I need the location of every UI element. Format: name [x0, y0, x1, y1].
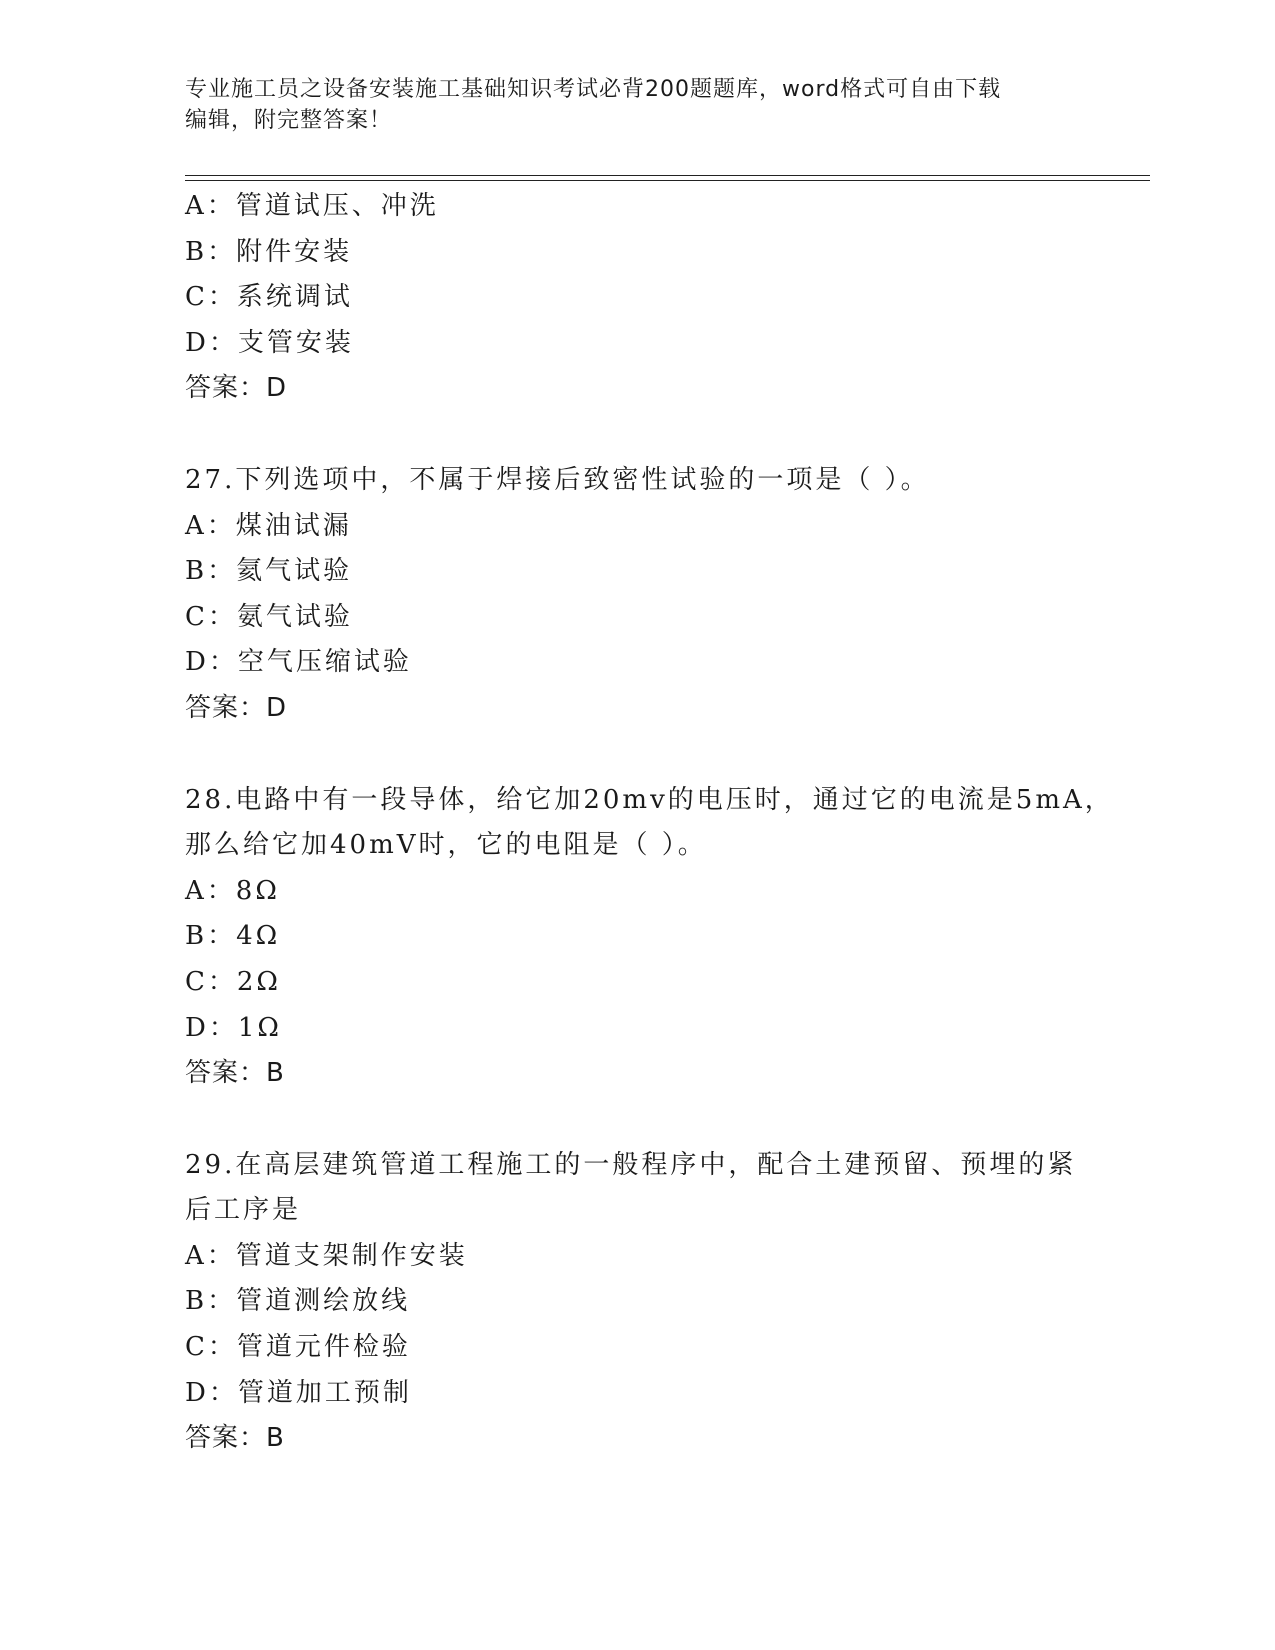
option-b: B：4Ω — [185, 921, 281, 952]
option-d: D：空气压缩试验 — [185, 647, 412, 678]
spacer — [185, 732, 1085, 778]
option-a: A：煤油试漏 — [185, 510, 352, 541]
option-d: D：1Ω — [185, 1012, 282, 1043]
question-text-line-2: 那么给它加40mV时，它的电阻是（ ）。 — [185, 830, 707, 861]
header-divider-bottom — [185, 180, 1150, 181]
option-b: B：附件安装 — [185, 236, 353, 267]
document-header — [185, 74, 1085, 136]
answer: 答案：D — [185, 373, 288, 404]
option-b: B：管道测绘放线 — [185, 1286, 411, 1317]
question-text-line-1: 29.在高层建筑管道工程施工的一般程序中，配合土建预留、预埋的紧 — [185, 1149, 1077, 1180]
question-text: 27.下列选项中，不属于焊接后致密性试验的一项是（ ）。 — [185, 464, 930, 495]
header-line-2: 编辑，附完整答案！ — [185, 108, 393, 133]
spacer — [185, 412, 1085, 458]
question-text-line-2: 后工序是 — [185, 1195, 302, 1226]
question-text-line-1: 28.电路中有一段导体，给它加20mv的电压时，通过它的电流是5mA， — [185, 784, 1114, 815]
option-a: A：管道支架制作安装 — [185, 1240, 468, 1271]
question-27 — [185, 458, 1085, 732]
option-d: D：管道加工预制 — [185, 1377, 412, 1408]
question-28 — [185, 778, 1114, 1097]
option-c: C：2Ω — [185, 966, 281, 997]
option-c: C：管道元件检验 — [185, 1332, 411, 1363]
option-a: A：8Ω — [185, 875, 280, 906]
answer: 答案：D — [185, 692, 288, 723]
option-a: A：管道试压、冲洗 — [185, 191, 439, 221]
option-d: D：支管安装 — [185, 327, 354, 358]
answer: 答案：B — [185, 1058, 285, 1089]
header-line-1: 专业施工员之设备安装施工基础知识考试必背200题题库，word格式可自由下载 — [185, 77, 1002, 102]
question-29 — [185, 1143, 1085, 1462]
header-divider-top — [185, 175, 1150, 176]
question-list — [185, 184, 1114, 1462]
option-b: B：氦气试验 — [185, 556, 353, 587]
question-26 — [185, 184, 1085, 412]
option-c: C：系统调试 — [185, 282, 353, 313]
answer: 答案：B — [185, 1423, 285, 1454]
spacer — [185, 1097, 1085, 1143]
option-c: C：氨气试验 — [185, 601, 353, 632]
